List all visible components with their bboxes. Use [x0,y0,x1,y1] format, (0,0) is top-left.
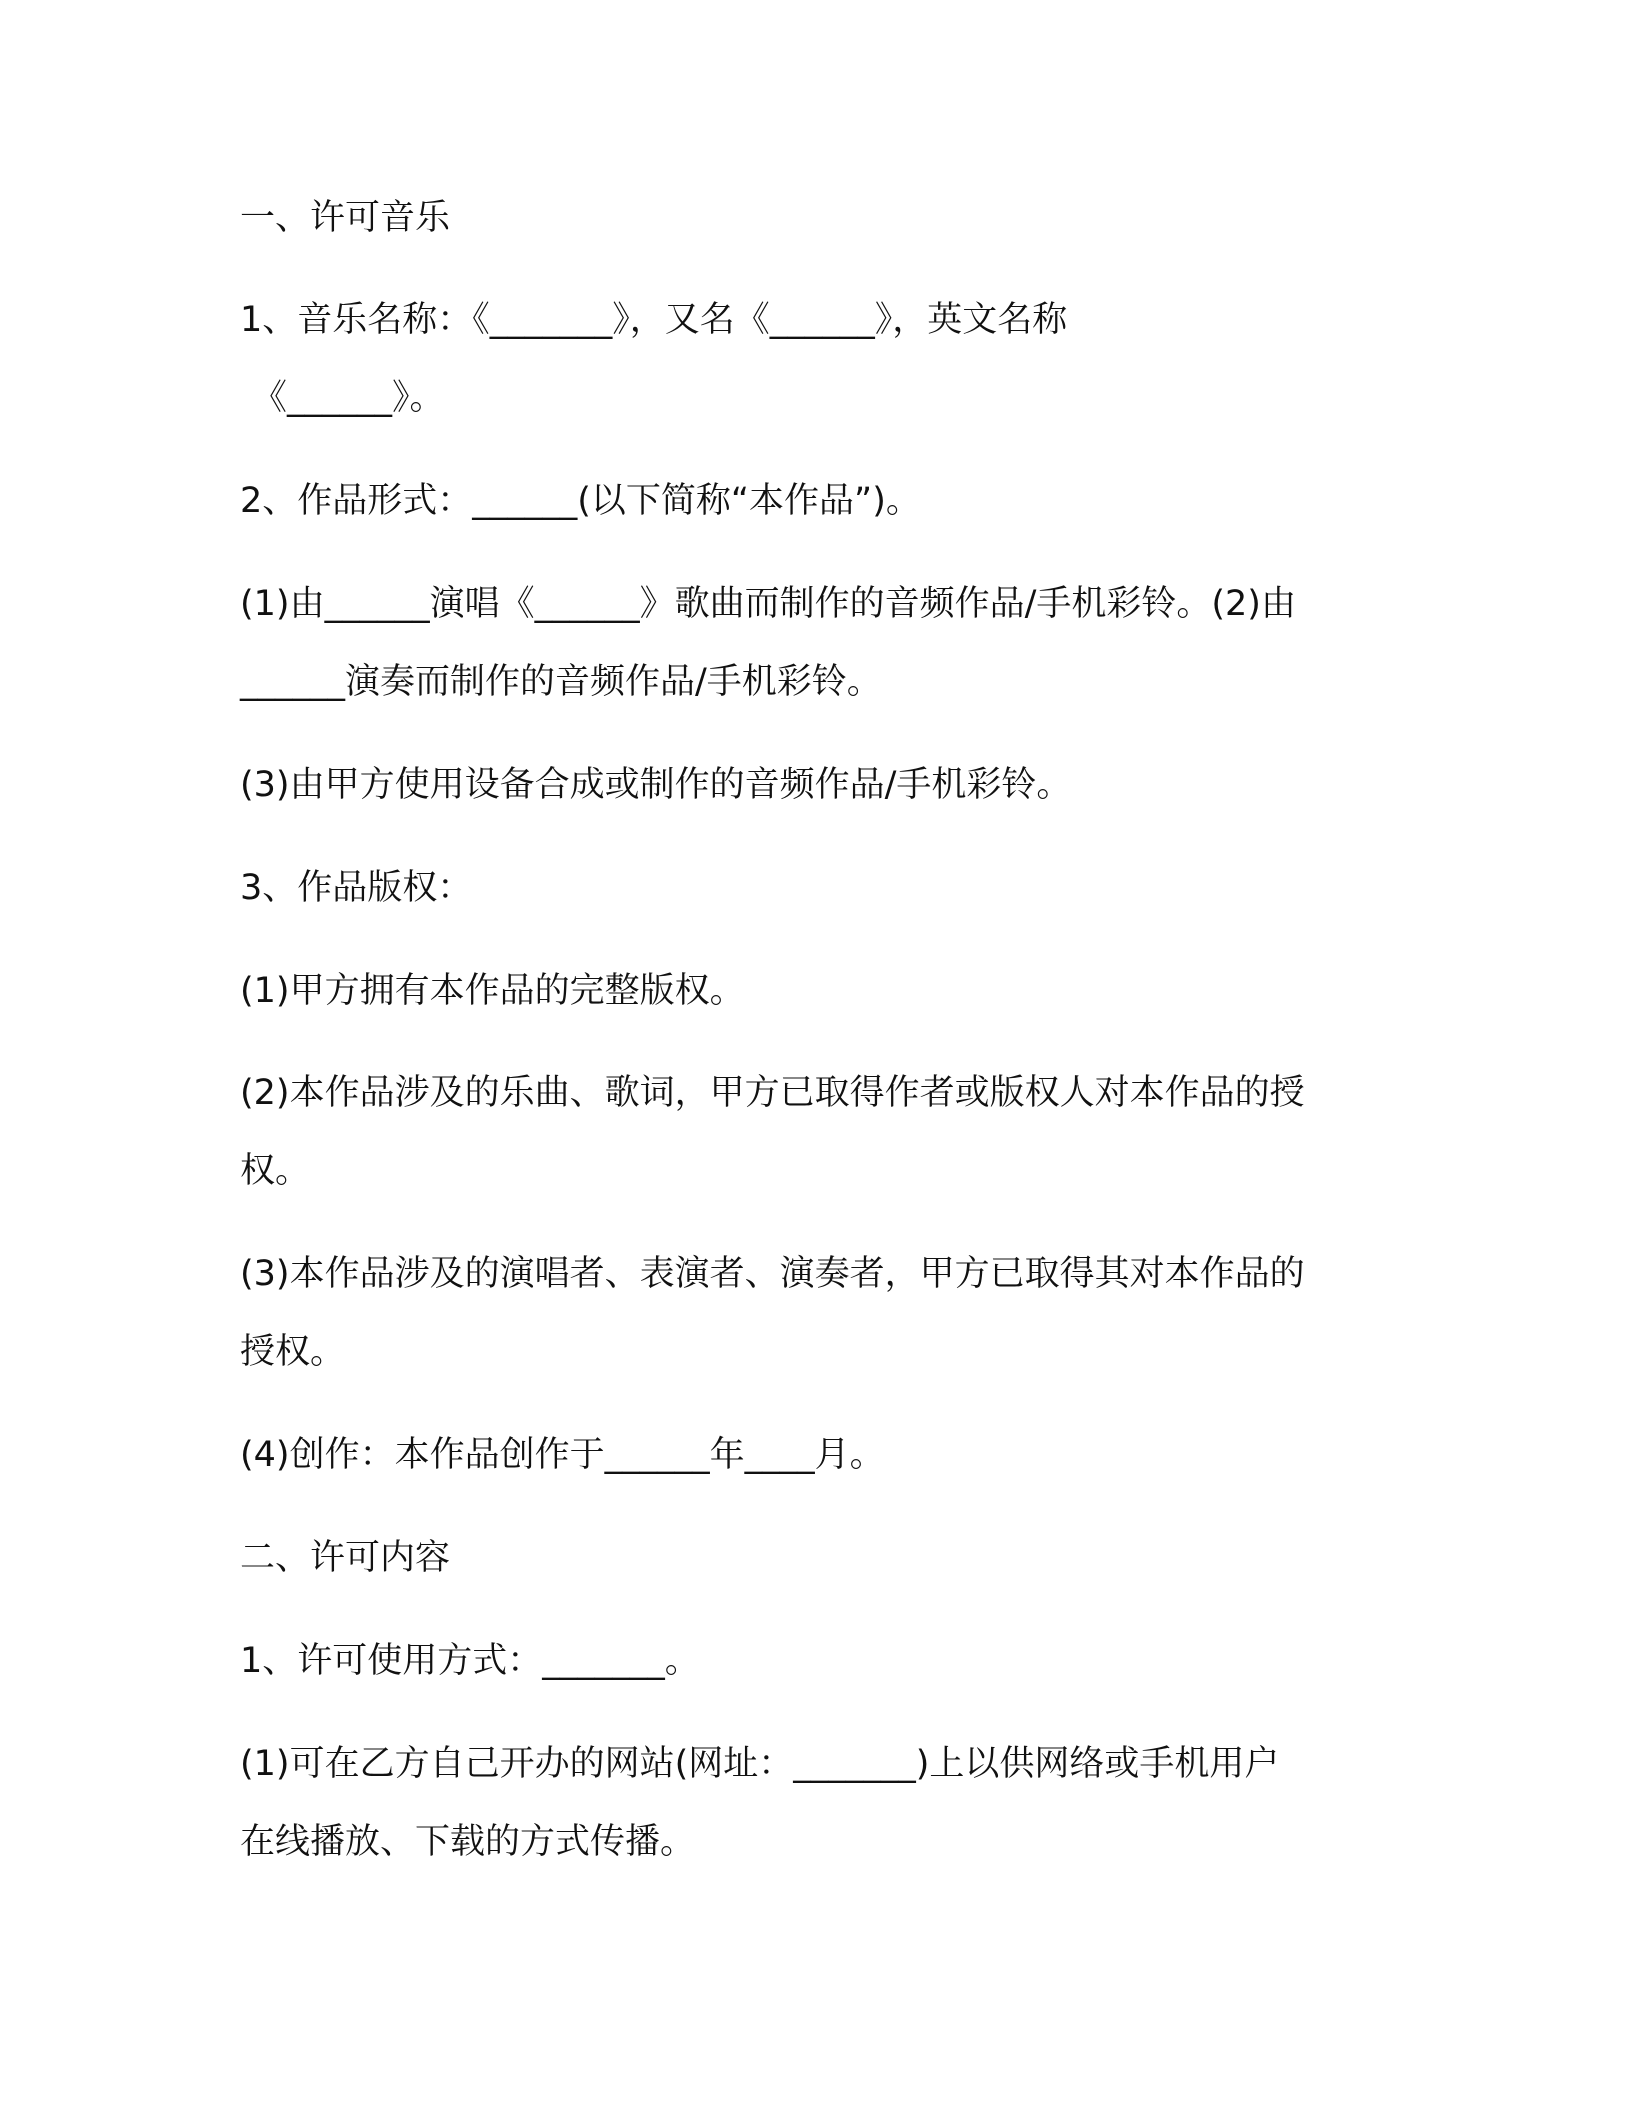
copyright-item-2: (2)本作品涉及的乐曲、歌词，甲方已取得作者或版权人对本作品的授 [240,1073,1305,1113]
copyright-item-2-continued: 权。 [240,1151,311,1191]
work-form-line: 2、作品形式：______(以下简称“本作品”)。 [240,481,921,521]
copyright-item-1: (1)甲方拥有本作品的完整版权。 [240,971,745,1011]
section-heading-licensed-music: 一、许可音乐 [240,198,451,238]
copyright-item-3: (3)本作品涉及的演唱者、表演者、演奏者，甲方已取得其对本作品的 [240,1254,1305,1294]
license-use-item-1: (1)可在乙方自己开办的网站(网址：_______)上以供网络或手机用户 [240,1744,1280,1784]
license-use-item-1-continued: 在线播放、下载的方式传播。 [240,1822,696,1862]
work-form-item-3: (3)由甲方使用设备合成或制作的音频作品/手机彩铃。 [240,765,1072,805]
work-form-item-1-2: (1)由______演唱《______》歌曲而制作的音频作品/手机彩铃。(2)由 [240,584,1296,624]
creation-date-line: (4)创作：本作品创作于______年____月。 [240,1435,885,1475]
section-heading-license-content: 二、许可内容 [240,1538,451,1578]
copyright-heading: 3、作品版权： [240,868,473,908]
work-form-item-2-continued: ______演奏而制作的音频作品/手机彩铃。 [240,662,882,702]
copyright-item-3-continued: 授权。 [240,1332,346,1372]
music-name-line-continued: 《______》。 [252,378,445,418]
license-use-method-line: 1、许可使用方式：_______。 [240,1641,700,1681]
music-name-line: 1、音乐名称：《_______》，又名《______》，英文名称 [240,300,1068,340]
